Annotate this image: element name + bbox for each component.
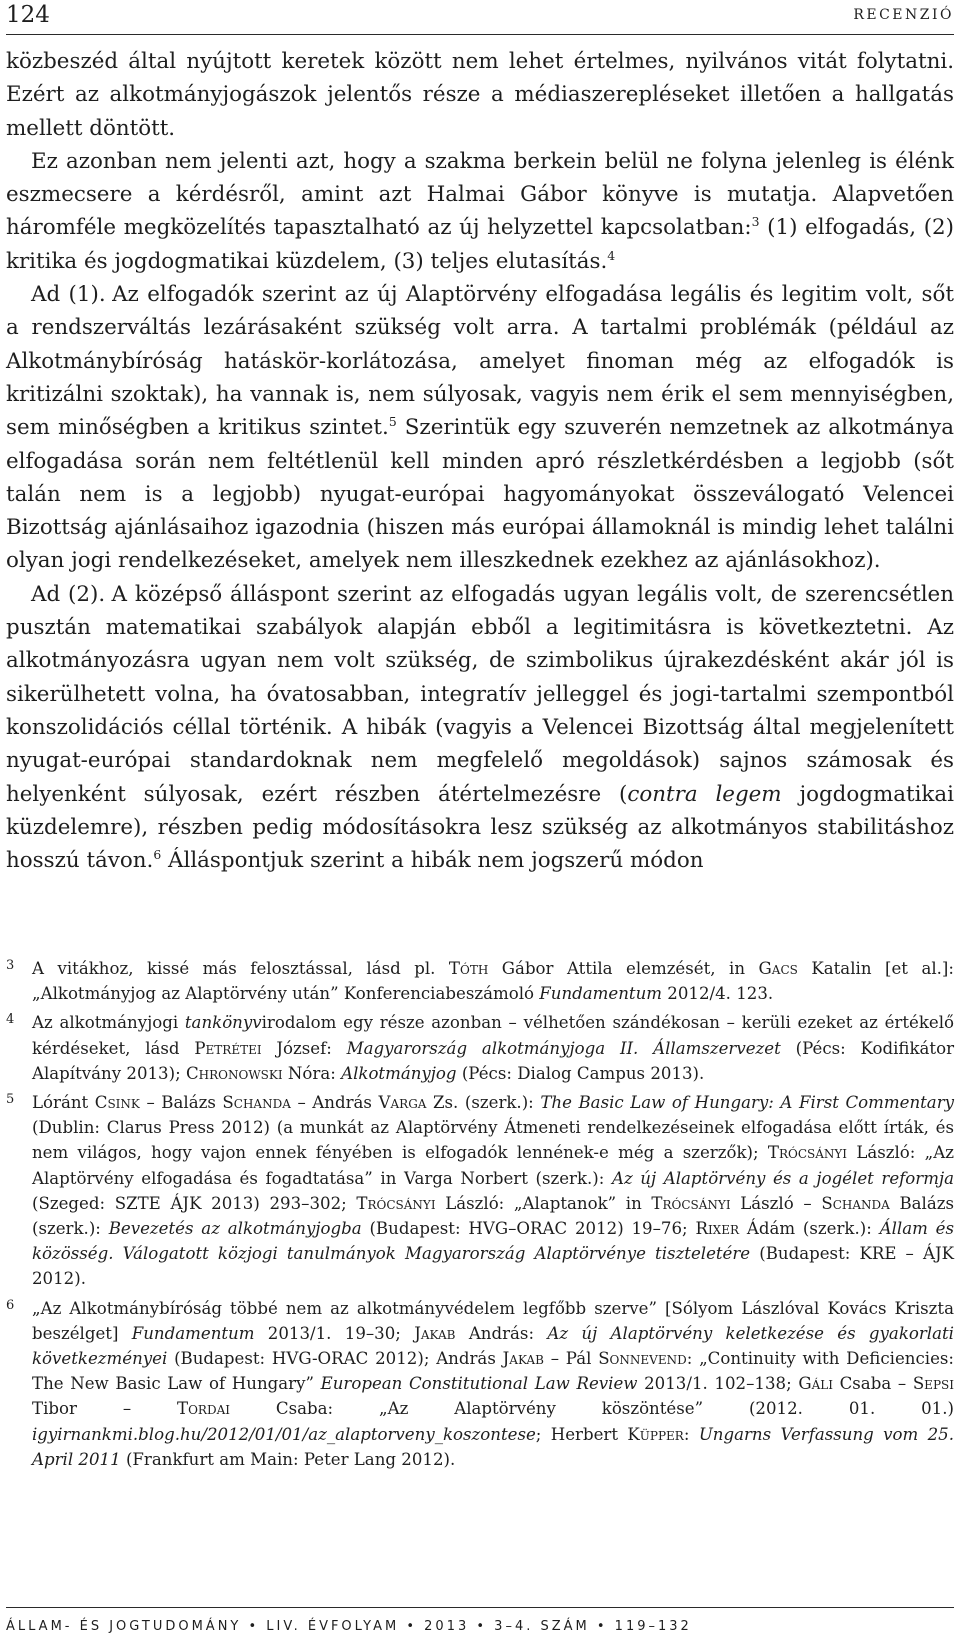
- footnote-6-text: :: [683, 1424, 699, 1444]
- footnote-4-author: Chronowski: [185, 1063, 283, 1083]
- footnote-6-journal: Fundamentum: [131, 1323, 255, 1343]
- paragraph-4-text-b: jogdogmatikai küzdelemre), részben pedig módosításokra lesz szükség az alkotmányos stabilitáshoz hosszú távon.: [6, 781, 954, 874]
- footnote-5-text: Ádám (szerk.):: [739, 1219, 880, 1239]
- footnote-6-journal: European Constitutional Law Review: [320, 1374, 638, 1394]
- footnote-5-author: Trócsányi: [651, 1193, 731, 1213]
- footnote-3-text: 2012/4. 123.: [662, 984, 774, 1004]
- paragraph-2: [6, 145, 954, 278]
- footnote-5-title: Állam és közösség. Válogatott közjogi tanulmányok Magyarország Alaptörvénye tiszteletére: [32, 1219, 954, 1264]
- page-header: [6, 0, 954, 35]
- paragraph-4-text-c: Álláspontjuk szerint a hibák nem jogszerű módon: [161, 848, 704, 874]
- footnote-4-text: (Pécs: Kodifikátor Alapítvány 2013);: [32, 1038, 954, 1083]
- footnote-3-author: Tóth: [448, 959, 489, 978]
- footnote-5-text: (Szeged: SZTE ÁJK 2013) 293–302;: [32, 1193, 357, 1213]
- footnote-6-author: Jakab: [502, 1349, 544, 1369]
- footnote-6-text: „Az Alkotmánybíróság többé nem az alkotmányvédelem legfőbb szerve” [Sólyom Lászlóval Kovács Kriszta beszélget]: [32, 1298, 954, 1343]
- footnote-5-author: Trócsányi: [767, 1143, 848, 1163]
- footnote-5-text: – Balázs: [139, 1093, 223, 1113]
- footnote-4-text: József:: [261, 1038, 347, 1058]
- footnote-6-text: : „Continuity with Deficiencies: The New Basic Law of Hungary”: [32, 1349, 955, 1394]
- footnote-6-link[interactable]: igyirnankmi.blog.hu/2012/01/01/az_alaptorveny_koszontese: [32, 1424, 536, 1444]
- paragraph-3-label: Ad (1).: [31, 282, 106, 308]
- footnote-3-text: Gábor Attila elemzését, in: [488, 959, 759, 978]
- footnote-5-text: Balázs (szerk.):: [32, 1193, 954, 1239]
- footnote-6-title: Ungarns Verfassung vom 25. April 2011: [32, 1424, 954, 1469]
- footnote-3-author: Gacs: [758, 959, 798, 978]
- footnote-4: [6, 1010, 954, 1086]
- footnote-5-text: Lóránt: [32, 1093, 95, 1113]
- footnote-4-author: Petrétei: [194, 1038, 262, 1058]
- journal-citation: ÁLLAM- ÉS JOGTUDOMÁNY • LIV. ÉVFOLYAM • 2013 • 3–4. SZÁM • 119–132: [6, 1619, 692, 1634]
- footnote-6-text: András:: [455, 1323, 548, 1343]
- footnote-5: [6, 1090, 954, 1292]
- footnote-6-text: Tibor –: [32, 1399, 178, 1419]
- footnote-4-title: Alkotmányjog: [341, 1063, 457, 1083]
- footnote-5-title: Bevezetés az alkotmányjogba: [108, 1219, 362, 1239]
- footnote-5-text: (Dublin: Clarus Press 2012) (a munkát az Alaptörvény Átmeneti rendelkezéseinek elfogadása előtt írták, és nem világos, hogy vajon ennek fényében is elfogadók lennének-e még a szerzők);: [32, 1118, 954, 1163]
- page-number: 124: [6, 2, 50, 28]
- paragraph-4-text-a: A középső álláspont szerint az elfogadás ugyan legális volt, de szerencsétlen pusztán matematikai szabályok alapján ebből a legitimitásra is következtetni. Az alkotmányozásra ugyan nem volt szükség, de szimbolikus újrakezdésként akár jól is sikerülhetett volna, ha óvatosabban, integratív jelleggel és jogi-tartalmi szempontból konszolidációs céllal történik. A hibák (vagyis a Velencei Bizottság által megjelenített nyugat-európai standardoknak nem megfelelő megoldások) sajnos számosak és helyenként súlyosak, ezért részben átértelmezésre (: [6, 581, 954, 807]
- footnote-6-text: 2013/1. 102–138;: [637, 1374, 799, 1394]
- footnote-4-text: (Pécs: Dialog Campus 2013).: [456, 1063, 705, 1083]
- paragraph-3-text-b: Szerintük egy szuverén nemzetnek az alkotmánya elfogadása során nem feltétlenül kell minden apró részletkérdésben a legjobb (sőt talán nem is a legjobb) nyugat-európai hagyományokat összeválogató Velencei Bizottság ajánlásaihoz igazodnia (hiszen más európai államoknál is mindig lehet találni olyan jogi rendelkezéseket, amelyek nem illeszkednek ezekhez az ajánlásokhoz).: [6, 415, 954, 574]
- footnote-6-title: Az új Alaptörvény keletkezése és gyakorlati következményei: [32, 1323, 954, 1369]
- footnote-6-text: ; Herbert: [535, 1424, 628, 1444]
- footnote-6-author: Gáli: [798, 1374, 833, 1394]
- footnote-5-author: Trócsányi: [356, 1193, 436, 1213]
- footnote-6-author: Sepsi: [912, 1374, 954, 1394]
- footnote-6-text: Csaba –: [832, 1374, 913, 1394]
- footnote-5-author: Rixer: [695, 1219, 740, 1239]
- paragraph-1: [6, 45, 954, 145]
- footnote-6-text: (Frankfurt am Main: Peter Lang 2012).: [120, 1449, 456, 1469]
- footnote-3: [6, 956, 954, 1006]
- footnote-6-number: 6: [6, 1297, 15, 1313]
- footnote-5-text: László –: [730, 1193, 822, 1213]
- main-text: [6, 45, 954, 877]
- footnote-6-text: (Budapest: HVG-ORAC 2012); András: [167, 1349, 503, 1369]
- footer-rule: [6, 1607, 954, 1608]
- footnote-5-title: Az új Alaptörvény és a jogélet reformja: [611, 1168, 954, 1188]
- footnote-5-text: (Budapest: KRE – ÁJK 2012).: [32, 1244, 954, 1289]
- footnote-6-author: Küpper: [627, 1424, 684, 1444]
- footnote-4-text: Nóra:: [282, 1063, 342, 1083]
- footnote-6-text: – Pál: [543, 1349, 599, 1369]
- footnote-4-text: irodalom egy része azonban – vélhetően szándékosan – kerüli ezeket az értékelő kérdéseket, lásd: [32, 1013, 954, 1058]
- footnote-6-author: Tordai: [177, 1399, 230, 1419]
- footnote-4-title: Magyarország alkotmányjoga II. Államszervezet: [346, 1038, 781, 1058]
- paragraph-4-label: Ad (2).: [31, 581, 106, 607]
- footnote-3-text: A vitákhoz, kissé más felosztással, lásd pl.: [32, 959, 449, 978]
- footnote-6: [6, 1296, 954, 1472]
- footnote-5-author: Schanda: [222, 1093, 291, 1113]
- footnote-5-author: Csink: [94, 1093, 140, 1113]
- footnote-5-text: (Budapest: HVG–ORAC 2012) 19–76;: [361, 1219, 696, 1239]
- footnote-3-text: Katalin [et al.]: „Alkotmányjog az Alaptörvény után” Konferenciabeszámoló: [32, 959, 954, 1004]
- paragraph-3: [6, 278, 954, 578]
- footnote-ref-5[interactable]: 5: [388, 414, 397, 430]
- footnote-ref-6[interactable]: 6: [153, 847, 162, 863]
- footnote-5-author: Schanda: [821, 1193, 890, 1213]
- footnote-ref-4[interactable]: 4: [607, 247, 616, 263]
- footnote-ref-3[interactable]: 3: [751, 214, 760, 230]
- paragraph-2-text-b: (1) elfogadás, (2) kritika és jogdogmatikai küzdelem, (3) teljes elutasítás.: [6, 215, 954, 274]
- footnote-4-number: 4: [6, 1012, 15, 1028]
- section-label: RECENZIÓ: [853, 7, 954, 23]
- paragraph-2-text-a: Ez azonban nem jelenti azt, hogy a szakma berkein belül ne folyna jelenleg is élénk eszmecsere a kérdésről, amint azt Halmai Gábor könyve is mutatja. Alapvetően háromféle megközelítés tapasztalható az új helyzettel kapcsolatban:: [6, 148, 954, 241]
- footnote-5-title: The Basic Law of Hungary: A First Commentary: [540, 1093, 955, 1113]
- footnote-6-author: Jakab: [414, 1323, 456, 1343]
- footnote-6-text: 2013/1. 19–30;: [254, 1323, 415, 1343]
- page-footer: [6, 1607, 954, 1637]
- footnote-6-text: Csaba: „Az Alaptörvény köszöntése” (2012. 01. 01.): [229, 1399, 954, 1419]
- paragraph-4: [6, 578, 954, 878]
- footnote-5-text: Zs. (szerk.):: [426, 1093, 541, 1113]
- footnote-5-text: László: „Az Alaptörvény elfogadása és fogadtatása” in Varga Norbert (szerk.):: [32, 1143, 954, 1188]
- paragraph-3-text-a: Az elfogadók szerint az új Alaptörvény elfogadása legális és legitim volt, sőt a rendszerváltás lezárásaként szükség volt arra. A tartalmi problémák (például az Alkotmánybíróság hatáskör-korlátozása, amelyet finoman még az elfogadók is kritizálni szoktak), ha vannak is, nem súlyosak, vagyis nem érik el sem mennyiségben, sem minőségben a kritikus szintet.: [6, 282, 954, 441]
- footnote-5-number: 5: [6, 1092, 15, 1108]
- footnote-5-author: Varga: [378, 1093, 427, 1113]
- footnote-5-text: László: „Alaptanok” in: [435, 1193, 652, 1213]
- paragraph-4-italic: contra legem: [627, 781, 782, 807]
- footnote-3-journal: Fundamentum: [539, 984, 663, 1004]
- footnote-6-author: Sonnevend: [598, 1349, 687, 1369]
- footnote-4-text: Az alkotmányjogi: [32, 1013, 185, 1033]
- footnotes: [6, 956, 954, 1476]
- footnote-4-italic: tankönyv: [184, 1013, 262, 1033]
- footnote-3-number: 3: [6, 958, 15, 973]
- footnote-5-text: – András: [290, 1093, 379, 1113]
- paragraph-1-text: közbeszéd által nyújtott keretek között nem lehet értelmes, nyilvános vitát folytatni. Ezért az alkotmányjogászok jelentős része a médiaszerepléseket illetően a hallgatás mellett döntött.: [6, 49, 954, 141]
